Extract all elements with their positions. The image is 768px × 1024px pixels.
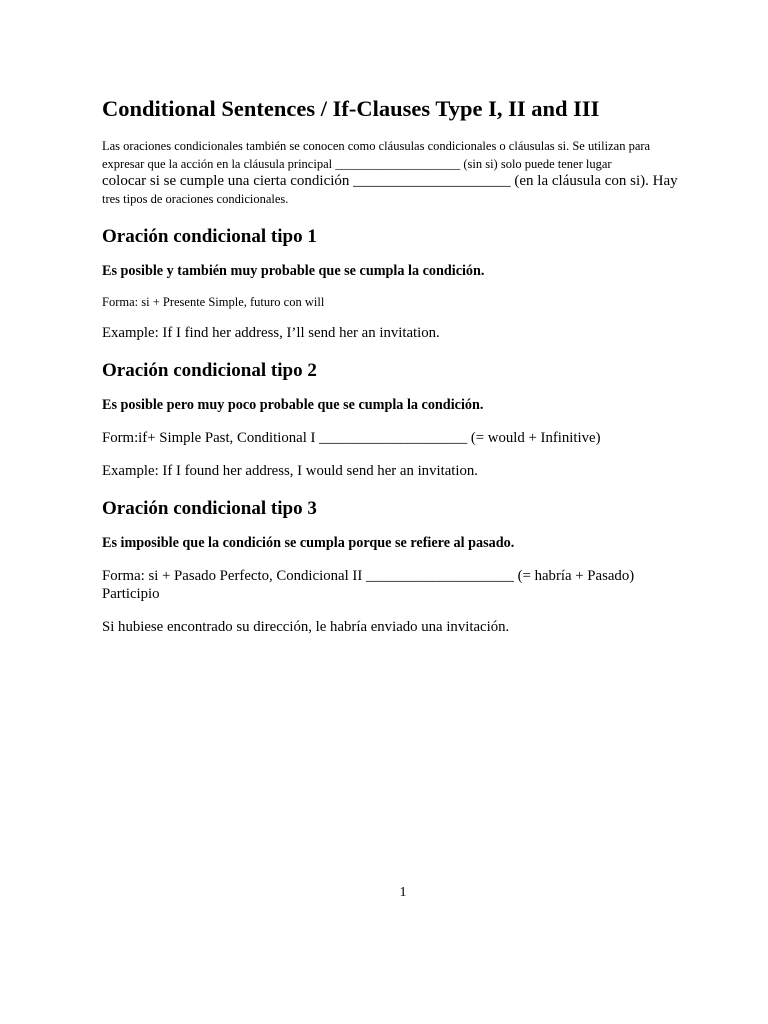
section-1-heading: Oración condicional tipo 1	[102, 226, 317, 247]
section-3-form-line-1: Forma: si + Pasado Perfecto, Condicional II ____________________ (= habría + Pasado)	[102, 568, 635, 584]
intro-line-4: tres tipos de oraciones condicionales.	[102, 191, 289, 206]
section-2-example: Example: If I found her address, I would send her an invitation.	[102, 463, 478, 479]
document-title: Conditional Sentences / If-Clauses Type I, II and III	[102, 96, 600, 121]
intro-paragraph	[102, 138, 692, 208]
section-1-example: Example: If I find her address, I’ll send her an invitation.	[102, 325, 440, 341]
section-3-lead: Es imposible que la condición se cumpla porque se refiere al pasado.	[102, 535, 515, 551]
intro-line-1: Las oraciones condicionales también se conocen como cláusulas condicionales o cláusulas si. Se utilizan para	[102, 139, 651, 153]
section-2-lead: Es posible pero muy poco probable que se cumpla la condición.	[102, 397, 484, 413]
section-3-form-line-2: Participio	[102, 586, 160, 602]
section-1-form: Forma: si + Presente Simple, futuro con will	[102, 295, 325, 309]
intro-line-3: colocar si se cumple una cierta condición _____________________ (en la cláusula con si). Hay	[102, 173, 678, 189]
document-body	[102, 94, 692, 636]
section-2-heading: Oración condicional tipo 2	[102, 360, 317, 381]
section-3-example: Si hubiese encontrado su dirección, le habría enviado una invitación.	[102, 619, 510, 635]
intro-line-2: expresar que la acción en la cláusula principal ____________________ (sin si) solo puede tener lugar	[102, 156, 612, 171]
page-number: 1	[399, 885, 407, 900]
section-3-form	[102, 567, 692, 603]
section-1-lead: Es posible y también muy probable que se cumpla la condición.	[102, 263, 485, 279]
section-3-heading: Oración condicional tipo 3	[102, 498, 317, 519]
section-2-form: Form:if+ Simple Past, Conditional I ____________________ (= would + Infinitive)	[102, 430, 601, 446]
